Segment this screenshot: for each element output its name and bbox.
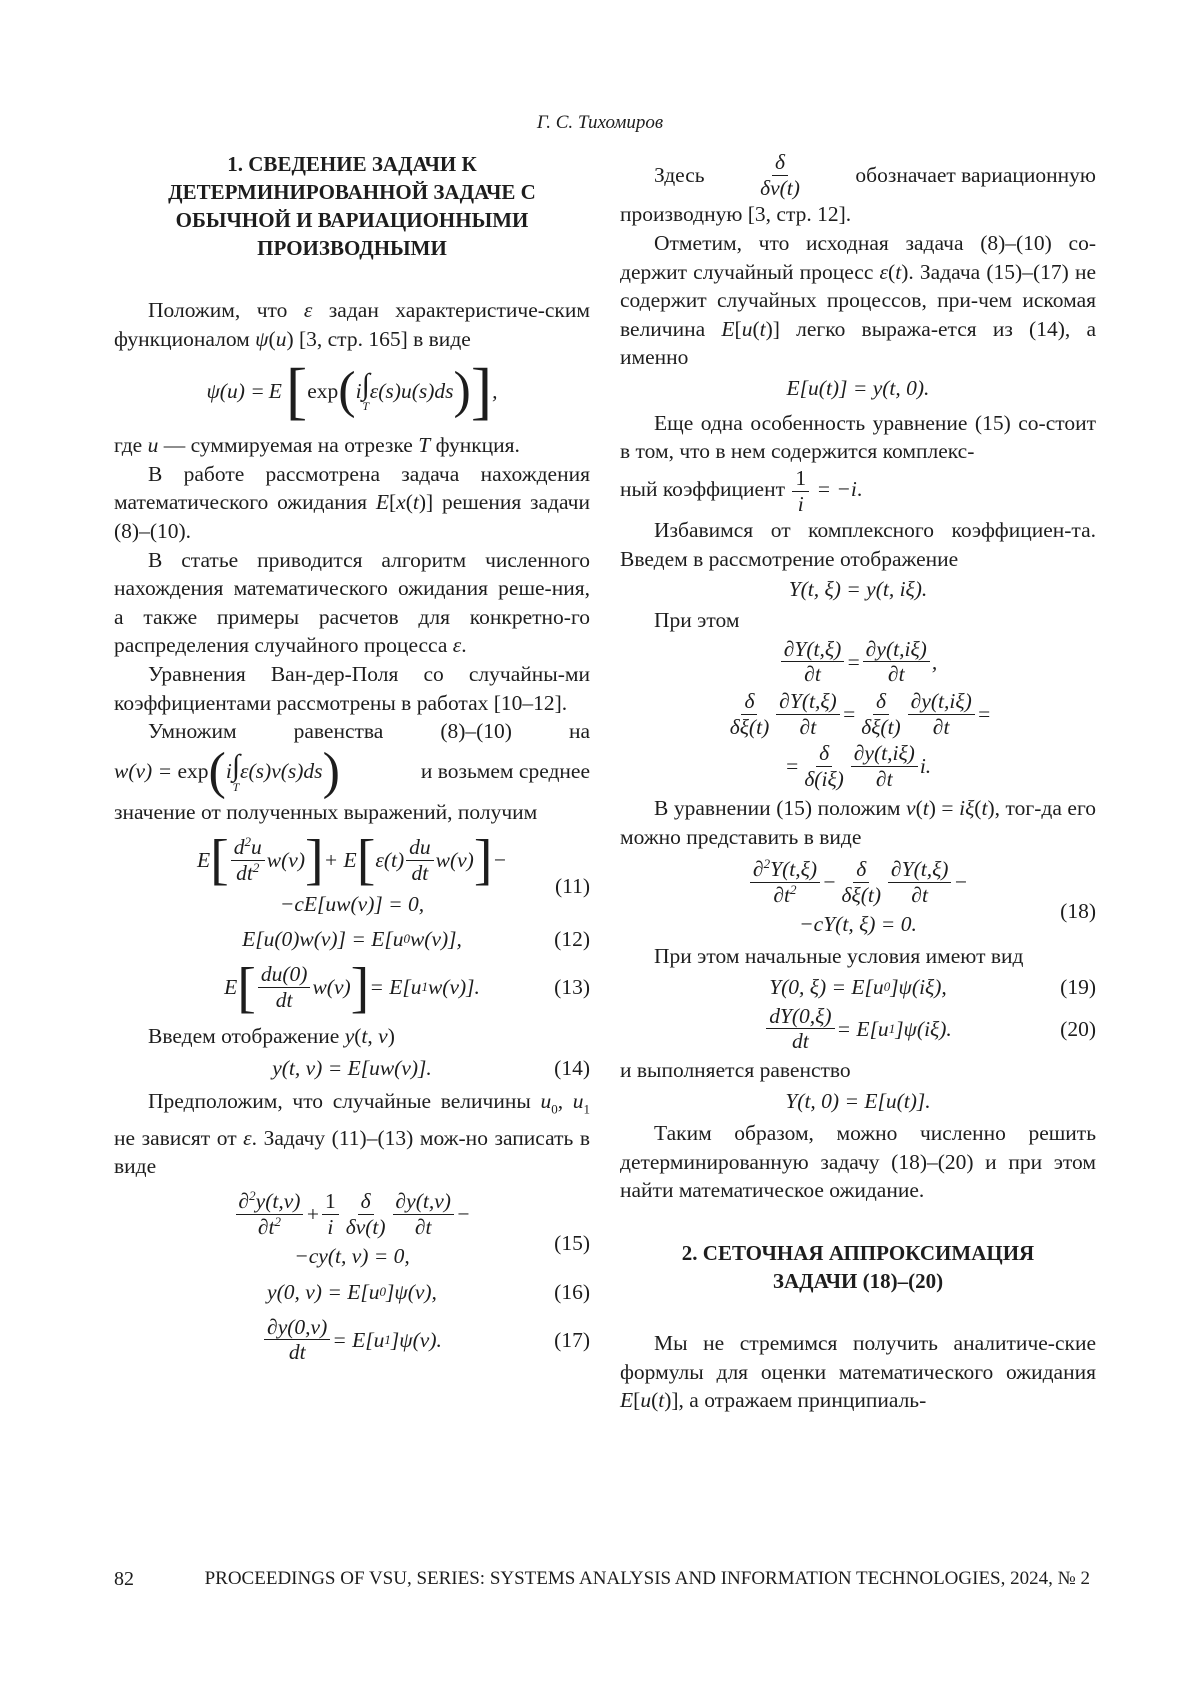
equation-number: (17) bbox=[554, 1327, 590, 1352]
paragraph: Умножим равенства (8)–(10) на bbox=[148, 719, 590, 744]
equation-13: E [ du(0) dt w(v) ] = E[u 1 w(v)]. (13) bbox=[224, 956, 590, 1019]
equation-11: E [ $d^2u$ $dt^2$ w(v) ] + E [ ε(t) du dt w(v) ] − (11) bbox=[114, 832, 590, 888]
equation-derivatives-1: ∂Y(t,ξ) ∂t = ∂y(t,iξ) ∂t , bbox=[620, 637, 1096, 687]
equation-17: ∂y(0,v) dt = E[u 1 ]ψ(v). (17) bbox=[114, 1315, 590, 1365]
equation-12: E[u(0)w(v)] = E[u 0 w(v)], (12) bbox=[114, 925, 590, 954]
equation-mapping: Y(t, ξ) = y(t, iξ). bbox=[788, 577, 928, 602]
equation-number: (19) bbox=[1060, 975, 1096, 1000]
paragraph: и выполняется равенство bbox=[620, 1058, 851, 1083]
equation-16: y(0, v) = E[u 0 ]ψ(v), (16) bbox=[114, 1278, 590, 1307]
journal-title: PROCEEDINGS OF VSU, SERIES: SYSTEMS ANALYSIS AND INFORMATION TECHNOLOGIES, 2024, № 2 bbox=[204, 1568, 1090, 1589]
page-number: 82 bbox=[114, 1568, 134, 1590]
equation-number: (12) bbox=[554, 926, 590, 951]
section-2-title: 2. СЕТОЧНАЯ АППРОКСИМАЦИЯ ЗАДАЧИ (18)–(20) bbox=[681, 1241, 1035, 1294]
paragraph: ный коэффициент $\frac{1}{i}$ = −i. bbox=[620, 465, 863, 516]
paragraph: производную [3, стр. 12]. bbox=[620, 202, 852, 227]
paragraph: Положим, что ε задан характеристиче-ским функционалом ψ(u) [3, стр. 165] в виде bbox=[114, 298, 590, 351]
paragraph: В уравнении (15) положим v(t) = iξ(t), тог-да его можно представить в виде bbox=[620, 795, 1096, 849]
paragraph: Здесь δ δv(t) обозначает вариационную bbox=[654, 150, 1096, 200]
paragraph: При этом bbox=[654, 608, 740, 632]
equation-21: Y(t, 0) = E[u(t)]. bbox=[785, 1088, 931, 1113]
paragraph: Мы не стремимся получить аналитиче-ские формулы для оценки математического ожидания E[u(t)], а отражаем принципиаль- bbox=[620, 1331, 1096, 1413]
equation-number: (13) bbox=[554, 975, 590, 1000]
equation-15-cont: −cy(t, v) = 0, bbox=[294, 1243, 410, 1268]
equation-19: Y(0, ξ) = E[u 0 ]ψ(iξ), (19) bbox=[620, 973, 1096, 1002]
equation-psi: ψ( u ) = E [ exp ( i ∫ T ε(s)u(s)ds ) ] , bbox=[206, 355, 498, 427]
paragraph: В работе рассмотрена задача нахождения математического ожидания E[x(t)] решения задачи (8)–(10). bbox=[114, 461, 590, 543]
equation-18-cont: −cY(t, ξ) = 0. bbox=[799, 911, 917, 936]
page-footer bbox=[114, 1568, 1090, 1591]
paragraph: Еще одна особенность уравнение (15) со-стоит в том, что в нем содержится комплекс- bbox=[620, 410, 1096, 464]
paragraph: Отметим, что исходная задача (8)–(10) со-держит случайный процесс ε(t). Задача (15)–(17) не содержит случайных процессов, при-чем искомая величина E[u(t)] легко выража-ется из (14), а именно bbox=[620, 231, 1096, 370]
equation-derivatives-3: = δ δ(iξ) ∂y(t,iξ) ∂t i. bbox=[784, 741, 932, 792]
equation-18: ∂$^2$Y(t,ξ) $\partial t^2$ − δ δξ(t) ∂Y(t,ξ) ∂t − (18) bbox=[620, 857, 1096, 908]
section-1-title: 1. СВЕДЕНИЕ ЗАДАЧИ К ДЕТЕРМИНИРОВАННОЙ ЗАДАЧЕ С ОБЫЧНОЙ И ВАРИАЦИОННЫМИ ПРОИЗВОДНЫМИ bbox=[168, 152, 536, 260]
equation-number: (14) bbox=[554, 1056, 590, 1081]
paragraph: В статье приводится алгоритм численного нахождения математического ожидания реше-ния, а также примеры расчетов для конкретно-го распределения случайного процесса ε. bbox=[114, 547, 590, 658]
equation-number: (15) bbox=[554, 1230, 590, 1255]
equation-number: (20) bbox=[1060, 1016, 1096, 1041]
paragraph: где u — суммируемая на отрезке T функция. bbox=[114, 433, 520, 458]
equation-14: y(t, v) = E[uw(v)]. (14) bbox=[114, 1054, 590, 1083]
left-column bbox=[114, 150, 590, 1367]
paragraph: Предположим, что случайные величины $u_0$, $u_1$ не зависят от ε. Задачу (11)–(13) мож-но записать в виде bbox=[114, 1088, 591, 1179]
equation-15: ∂$^2$y(t,v) $\partial t^2$ + 1 i δ δv(t) ∂y(t,v) ∂t − (15) bbox=[114, 1189, 590, 1240]
running-header-author: Г. С. Тихомиров bbox=[536, 112, 664, 133]
equation-w-inline: w(v) = exp ( i ∫ T ε(s)v(s)ds ) и возьмем среднее bbox=[114, 742, 590, 800]
equation-number: (11) bbox=[554, 874, 590, 899]
paragraph: значение от полученных выражений, получим bbox=[114, 799, 538, 824]
paragraph: Уравнения Ван-дер-Поля со случайны-ми коэффициентами рассмотрены в работах [10–12]. bbox=[114, 661, 590, 715]
right-column bbox=[620, 150, 1096, 1415]
paragraph: При этом начальные условия имеют вид bbox=[654, 944, 1024, 969]
equation-derivatives-2: δ δξ(t) ∂Y(t,ξ) ∂t = δ δξ(t) ∂y(t,iξ) ∂t = bbox=[729, 689, 992, 739]
paragraph: Введем отображение y(t, v) bbox=[148, 1023, 395, 1048]
equation-number: (16) bbox=[554, 1280, 590, 1305]
equation-number: (18) bbox=[1060, 899, 1096, 924]
paragraph: Таким образом, можно численно решить детерминированную задачу (18)–(20) и при этом найти математическое ожидание. bbox=[620, 1121, 1096, 1203]
equation-expectation: E[u(t)] = y(t, 0). bbox=[786, 376, 930, 400]
equation-11-cont: −cE[uw(v)] = 0, bbox=[279, 892, 425, 917]
paragraph: Избавимся от комплексного коэффициен-та. Введем в рассмотрение отображение bbox=[620, 518, 1096, 571]
equation-20: dY(0,ξ) dt = E[u 1 ]ψ(iξ). (20) bbox=[620, 1004, 1096, 1054]
